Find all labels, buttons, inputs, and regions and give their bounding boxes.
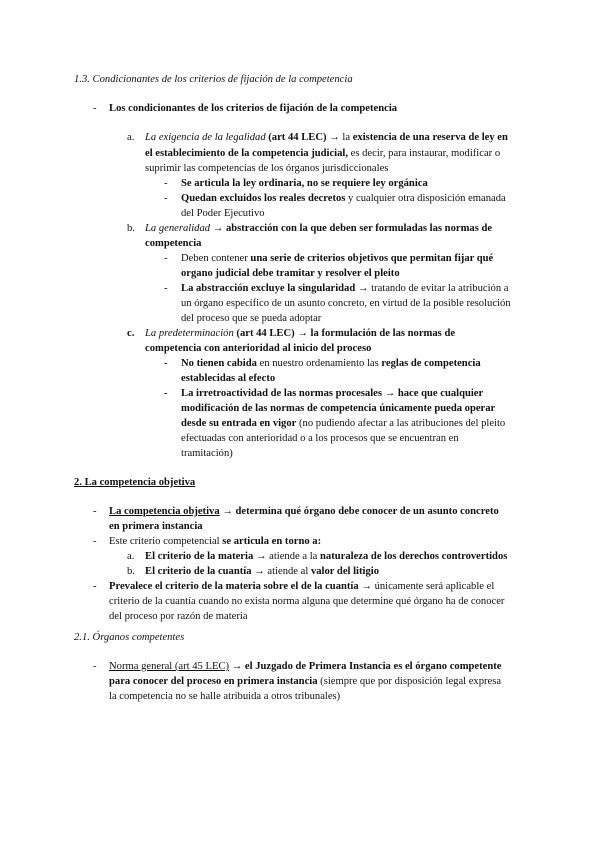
sub-dash: - bbox=[164, 283, 168, 294]
sub-dash: - bbox=[164, 388, 168, 399]
section-heading-1-3: 1.3. Condicionantes de los criterios de fijación de la competencia bbox=[74, 74, 353, 85]
item-c-sub-2-line-5: tramitación) bbox=[181, 448, 233, 459]
bullet-dash: - bbox=[93, 536, 97, 547]
sub-dash: - bbox=[164, 178, 168, 189]
sub-dash: - bbox=[164, 193, 168, 204]
s21-bullet-1-line-2: para conocer del proceso en primera instancia (siempre que por disposición legal expresa bbox=[109, 676, 502, 687]
section-heading-2: 2. La competencia objetiva bbox=[74, 477, 196, 488]
s2-bullet-3-line-3: del proceso por razón de materia bbox=[109, 611, 248, 622]
s2-item-b: El criterio de la cuantía → atiende al valor del litigio bbox=[145, 566, 380, 577]
list-marker-b: b. bbox=[127, 223, 135, 234]
item-b-sub-2: La abstracción excluye la singularidad → tratando de evitar la atribución a bbox=[181, 283, 509, 294]
s2-bullet-1-line-2: en primera instancia bbox=[109, 521, 203, 532]
item-b-sub-1: Deben contener una serie de criterios objetivos que permitan fijar qué bbox=[181, 253, 494, 264]
bullet-dash: - bbox=[93, 661, 97, 672]
item-c-sub-2: La irretroactividad de las normas procesales → hace que cualquier bbox=[181, 388, 484, 399]
item-b-sub-1-line-2: organo judicial debe tramitar y resolver el pleito bbox=[181, 268, 400, 279]
list-marker-b: b. bbox=[127, 566, 135, 577]
item-c-sub-2-line-2: modificación de las normas de competencia únicamente pueda operar bbox=[181, 403, 496, 414]
item-c-sub-1-line-2: establecidas al efecto bbox=[181, 373, 276, 384]
sub-dash: - bbox=[164, 253, 168, 264]
item-c-sub-1: No tienen cabida en nuestro ordenamiento las reglas de competencia bbox=[181, 358, 481, 369]
item-a-sub-1: Se articula la ley ordinaria, no se requiere ley orgánica bbox=[181, 178, 428, 189]
item-c-sub-2-line-3: desde su entrada en vigor (no pudiendo afectar a las atribuciones del pleito bbox=[181, 418, 506, 429]
list-marker-a: a. bbox=[127, 132, 135, 143]
bullet-dash: - bbox=[93, 581, 97, 592]
s2-item-a: El criterio de la materia → atiende a la naturaleza de los derechos controvertidos bbox=[145, 551, 508, 562]
s2-bullet-3: Prevalece el criterio de la materia sobre el de la cuantía → únicamente será aplicable el bbox=[109, 581, 495, 592]
item-c-sub-2-line-4: efectuadas con anterioridad o a los procesos que se encuentran en bbox=[181, 433, 459, 444]
item-b-line-1: La generalidad → abstracción con la que deben ser formuladas las normas de bbox=[145, 223, 493, 234]
list-marker-a: a. bbox=[127, 551, 135, 562]
item-c-line-2: competencia con anterioridad al inicio del proceso bbox=[145, 343, 372, 354]
item-a-line-1: La exigencia de la legalidad (art 44 LEC) → la existencia de una reserva de ley en bbox=[145, 132, 508, 143]
bullet-dash: - bbox=[93, 103, 97, 114]
item-b-sub-2-line-3: del proceso que se pueda adoptar bbox=[181, 313, 322, 324]
item-b-line-2: competencia bbox=[145, 238, 202, 249]
s21-bullet-1-line-3: la competencia no se halle atribuida a otros tribunales) bbox=[109, 691, 341, 702]
s21-bullet-1: Norma general (art 45 LEC) → el Juzgado de Primera Instancia es el órgano competente bbox=[109, 661, 502, 672]
section-heading-2-1: 2.1. Órganos competentes bbox=[74, 632, 185, 643]
s2-bullet-3-line-2: criterio de la cuantía cuando no exista norma alguna que determine qué órgano ha de conocer bbox=[109, 596, 505, 607]
s2-bullet-2: Este criterio competencial se articula en torno a: bbox=[109, 536, 322, 547]
list-marker-c: c. bbox=[127, 328, 135, 339]
s2-bullet-1: La competencia objetiva → determina qué órgano debe conocer de un asunto concreto bbox=[109, 506, 499, 517]
item-a-line-3: suprimir las competencias de los órganos jurisdiccionales bbox=[145, 163, 389, 174]
bullet-conditionants: Los condicionantes de los criterios de fijación de la competencia bbox=[109, 103, 398, 114]
item-a-line-2: el establecimiento de la competencia judicial, es decir, para instaurar, modificar o bbox=[145, 148, 501, 159]
sub-dash: - bbox=[164, 358, 168, 369]
item-b-sub-2-line-2: un órgano específico de un asunto concreto, en virtud de la posible resolución bbox=[181, 298, 511, 309]
item-a-sub-2-line-2: del Poder Ejecutivo bbox=[181, 208, 265, 219]
item-c-line-1: La predeterminación (art 44 LEC) → la formulación de las normas de bbox=[145, 328, 456, 339]
item-a-sub-2: Quedan excluidos los reales decretos y cualquier otra disposición emanada bbox=[181, 193, 506, 204]
bullet-dash: - bbox=[93, 506, 97, 517]
